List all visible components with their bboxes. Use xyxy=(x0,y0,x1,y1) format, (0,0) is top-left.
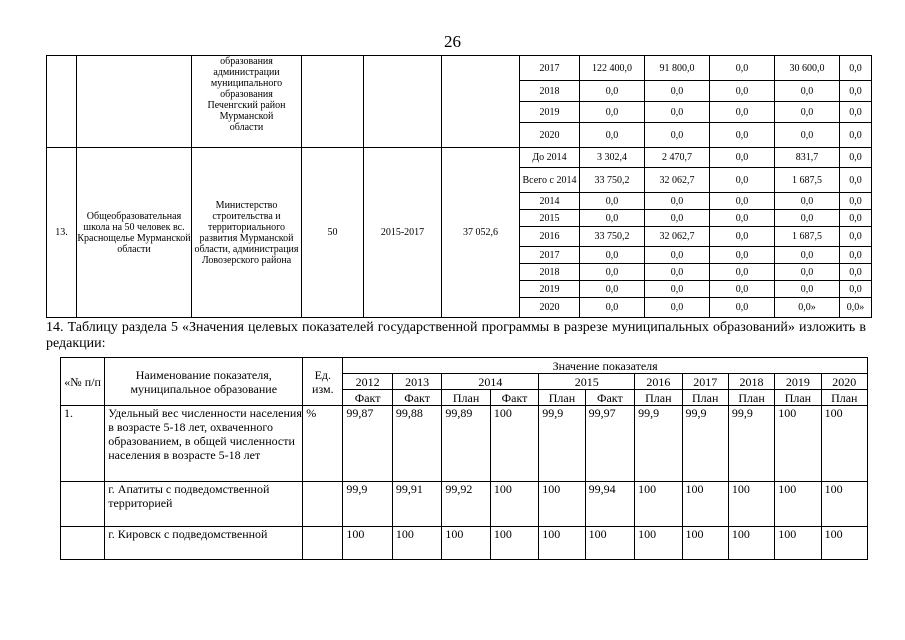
value-cell: 100 xyxy=(585,527,635,560)
value-cell: 100 xyxy=(490,527,538,560)
subheader: План xyxy=(635,390,682,406)
executor-line: Печенгский район xyxy=(207,100,286,111)
value-cell: 99,87 xyxy=(343,406,393,482)
value-cell: 99,9 xyxy=(682,406,728,482)
value-cell: 100 xyxy=(728,482,774,527)
year-header: 2012 xyxy=(343,374,393,390)
value-cell: 99,89 xyxy=(442,406,490,482)
value-cell: 0,0 xyxy=(840,148,872,168)
year-header: 2014 xyxy=(442,374,539,390)
total-cell: 33 750,2 xyxy=(580,168,645,193)
value-cell: 0,0 xyxy=(840,281,872,298)
value-cell: 100 xyxy=(490,482,538,527)
total-cell: 0,0 xyxy=(580,102,645,123)
value-cell: 100 xyxy=(728,527,774,560)
year-header: 2017 xyxy=(682,374,728,390)
year-cell: 2015 xyxy=(520,210,580,227)
year-cell: 2018 xyxy=(520,264,580,281)
value-cell: 100 xyxy=(635,527,682,560)
indicator-name-cell: Удельный вес численности населения в возрасте 5-18 лет, охваченного образованием, в общей численности населения в возрасте 5-18 лет xyxy=(105,406,303,482)
amendment-paragraph: 14. Таблицу раздела 5 «Значения целевых показателей государственной программы в разрезе муниципальных образований» изложить в редакции: xyxy=(46,320,866,351)
value-cell: 100 xyxy=(821,406,867,482)
subheader: План xyxy=(775,390,821,406)
value-cell: 0,0 xyxy=(645,193,710,210)
value-cell: 0,0 xyxy=(645,298,710,318)
value-cell: 0,0 xyxy=(775,102,840,123)
value-cell: 99,9 xyxy=(343,482,393,527)
year-cell: До 2014 xyxy=(520,148,580,168)
value-cell: 0,0 xyxy=(775,264,840,281)
value-cell: 0,0 xyxy=(710,281,775,298)
total-cell: 122 400,0 xyxy=(580,56,645,81)
value-cell: 99,9 xyxy=(728,406,774,482)
value-cell: 100 xyxy=(775,527,821,560)
value-cell: 0,0 xyxy=(645,264,710,281)
value-cell: 0,0 xyxy=(710,148,775,168)
value-cell: 0,0 xyxy=(840,102,872,123)
value-cell: 99,97 xyxy=(585,406,635,482)
subheader: План xyxy=(821,390,867,406)
capacity-cell: 50 xyxy=(302,148,364,318)
value-cell: 0,0 xyxy=(840,210,872,227)
value-cell: 100 xyxy=(539,527,585,560)
executor-line: области xyxy=(229,122,264,133)
value-cell: 0,0 xyxy=(775,281,840,298)
total-cell: 33 750,2 xyxy=(580,227,645,247)
value-cell: 0,0 xyxy=(840,227,872,247)
subheader: План xyxy=(442,390,490,406)
value-cell: 30 600,0 xyxy=(775,56,840,81)
indicator-name-cell: г. Кировск с подведомственной xyxy=(105,527,303,560)
row-num-cell xyxy=(47,56,77,148)
total-cell: 0,0 xyxy=(580,210,645,227)
value-cell: 0,0 xyxy=(710,210,775,227)
value-cell: 100 xyxy=(490,406,538,482)
value-cell: 0,0 xyxy=(645,247,710,264)
value-cell: 0,0 xyxy=(645,81,710,102)
object-cell xyxy=(77,56,192,148)
total-cell: 0,0 xyxy=(580,281,645,298)
value-cell: 0,0 xyxy=(710,81,775,102)
row-num-cell xyxy=(61,482,105,527)
value-cell: 0,0 xyxy=(710,102,775,123)
value-cell: 100 xyxy=(682,527,728,560)
capacity-cell xyxy=(302,56,364,148)
header-num: «№ п/п xyxy=(61,358,105,406)
table-row xyxy=(61,406,868,482)
value-cell: 0,0 xyxy=(840,247,872,264)
table-row xyxy=(47,148,872,168)
executor-line: администрации xyxy=(213,67,280,78)
year-header: 2015 xyxy=(539,374,635,390)
header-name: Наименование показателя, муниципальное образование xyxy=(105,358,303,406)
total-cell: 0,0 xyxy=(580,81,645,102)
subheader: Факт xyxy=(585,390,635,406)
value-cell: 0,0» xyxy=(840,298,872,318)
executor-line: образования xyxy=(220,56,273,67)
value-cell: 99,88 xyxy=(392,406,442,482)
indicator-name-cell: г. Апатиты с подведомственной территорией xyxy=(105,482,303,527)
value-cell: 2 470,7 xyxy=(645,148,710,168)
subheader: Факт xyxy=(392,390,442,406)
value-cell: 0,0 xyxy=(645,102,710,123)
subheader: Факт xyxy=(343,390,393,406)
value-cell: 91 800,0 xyxy=(645,56,710,81)
value-cell: 99,91 xyxy=(392,482,442,527)
indicators-table xyxy=(60,357,868,560)
investment-table xyxy=(46,55,872,318)
year-cell: 2019 xyxy=(520,102,580,123)
header-row xyxy=(61,358,868,374)
period-cell xyxy=(364,56,442,148)
value-cell: 100 xyxy=(821,527,867,560)
value-cell: 0,0 xyxy=(840,123,872,148)
cost-cell xyxy=(442,56,520,148)
header-value: Значение показателя xyxy=(343,358,868,374)
cost-cell: 37 052,6 xyxy=(442,148,520,318)
total-cell: 0,0 xyxy=(580,298,645,318)
executor-line: образования xyxy=(220,89,273,100)
year-header: 2019 xyxy=(775,374,821,390)
value-cell: 0,0 xyxy=(645,123,710,148)
total-cell: 0,0 xyxy=(580,264,645,281)
value-cell: 99,9 xyxy=(635,406,682,482)
table-row xyxy=(61,482,868,527)
value-cell: 0,0 xyxy=(840,264,872,281)
value-cell: 0,0 xyxy=(775,193,840,210)
value-cell: 0,0 xyxy=(710,264,775,281)
unit-cell xyxy=(303,482,343,527)
executor-line: муниципального xyxy=(210,78,283,89)
table-row xyxy=(61,527,868,560)
value-cell: 831,7 xyxy=(775,148,840,168)
value-cell: 99,94 xyxy=(585,482,635,527)
year-cell: 2017 xyxy=(520,247,580,264)
year-header: 2016 xyxy=(635,374,682,390)
value-cell: 0,0 xyxy=(840,193,872,210)
value-cell: 0,0 xyxy=(645,281,710,298)
value-cell: 0,0 xyxy=(710,227,775,247)
unit-cell: % xyxy=(303,406,343,482)
value-cell: 0,0 xyxy=(775,123,840,148)
value-cell: 0,0 xyxy=(840,81,872,102)
value-cell: 32 062,7 xyxy=(645,168,710,193)
year-cell: 2014 xyxy=(520,193,580,210)
value-cell: 1 687,5 xyxy=(775,227,840,247)
year-cell: 2016 xyxy=(520,227,580,247)
value-cell: 0,0 xyxy=(710,168,775,193)
year-cell: 2018 xyxy=(520,81,580,102)
total-cell: 0,0 xyxy=(580,123,645,148)
year-cell: 2017 xyxy=(520,56,580,81)
value-cell: 100 xyxy=(821,482,867,527)
executor-line: Мурманской xyxy=(219,111,274,122)
value-cell: 0,0 xyxy=(645,210,710,227)
value-cell: 0,0 xyxy=(710,56,775,81)
unit-cell xyxy=(303,527,343,560)
total-cell: 3 302,4 xyxy=(580,148,645,168)
year-header: 2013 xyxy=(392,374,442,390)
value-cell: 1 687,5 xyxy=(775,168,840,193)
value-cell: 0,0 xyxy=(775,81,840,102)
value-cell: 0,0 xyxy=(710,247,775,264)
year-cell: Всего с 2014 xyxy=(520,168,580,193)
total-cell: 0,0 xyxy=(580,247,645,264)
value-cell: 0,0» xyxy=(775,298,840,318)
value-cell: 0,0 xyxy=(840,56,872,81)
value-cell: 0,0 xyxy=(775,247,840,264)
value-cell: 100 xyxy=(343,527,393,560)
value-cell: 100 xyxy=(775,482,821,527)
value-cell: 100 xyxy=(635,482,682,527)
value-cell: 99,9 xyxy=(539,406,585,482)
year-header: 2020 xyxy=(821,374,867,390)
object-cell: Общеобразовательная школа на 50 человек вс. Краснощелье Мурманской области xyxy=(77,148,192,318)
year-cell: 2020 xyxy=(520,298,580,318)
row-num-cell: 1. xyxy=(61,406,105,482)
subheader: План xyxy=(728,390,774,406)
value-cell: 100 xyxy=(392,527,442,560)
row-num-cell: 13. xyxy=(47,148,77,318)
value-cell: 100 xyxy=(682,482,728,527)
period-cell: 2015-2017 xyxy=(364,148,442,318)
subheader: Факт xyxy=(490,390,538,406)
subheader: План xyxy=(682,390,728,406)
table-row xyxy=(47,56,872,81)
total-cell: 0,0 xyxy=(580,193,645,210)
value-cell: 0,0 xyxy=(775,210,840,227)
executor-cell: Министерство строительства и территориального развития Мурманской области, администрация Ловозерского района xyxy=(192,148,302,318)
year-cell: 2020 xyxy=(520,123,580,148)
page-number: 26 xyxy=(444,32,461,51)
year-header: 2018 xyxy=(728,374,774,390)
value-cell: 0,0 xyxy=(710,193,775,210)
subheader: План xyxy=(539,390,585,406)
value-cell: 100 xyxy=(539,482,585,527)
value-cell: 0,0 xyxy=(710,123,775,148)
value-cell: 32 062,7 xyxy=(645,227,710,247)
row-num-cell xyxy=(61,527,105,560)
executor-cell xyxy=(192,56,302,148)
value-cell: 100 xyxy=(775,406,821,482)
value-cell: 0,0 xyxy=(710,298,775,318)
value-cell: 100 xyxy=(442,527,490,560)
header-unit: Ед. изм. xyxy=(303,358,343,406)
value-cell: 0,0 xyxy=(840,168,872,193)
value-cell: 99,92 xyxy=(442,482,490,527)
year-cell: 2019 xyxy=(520,281,580,298)
